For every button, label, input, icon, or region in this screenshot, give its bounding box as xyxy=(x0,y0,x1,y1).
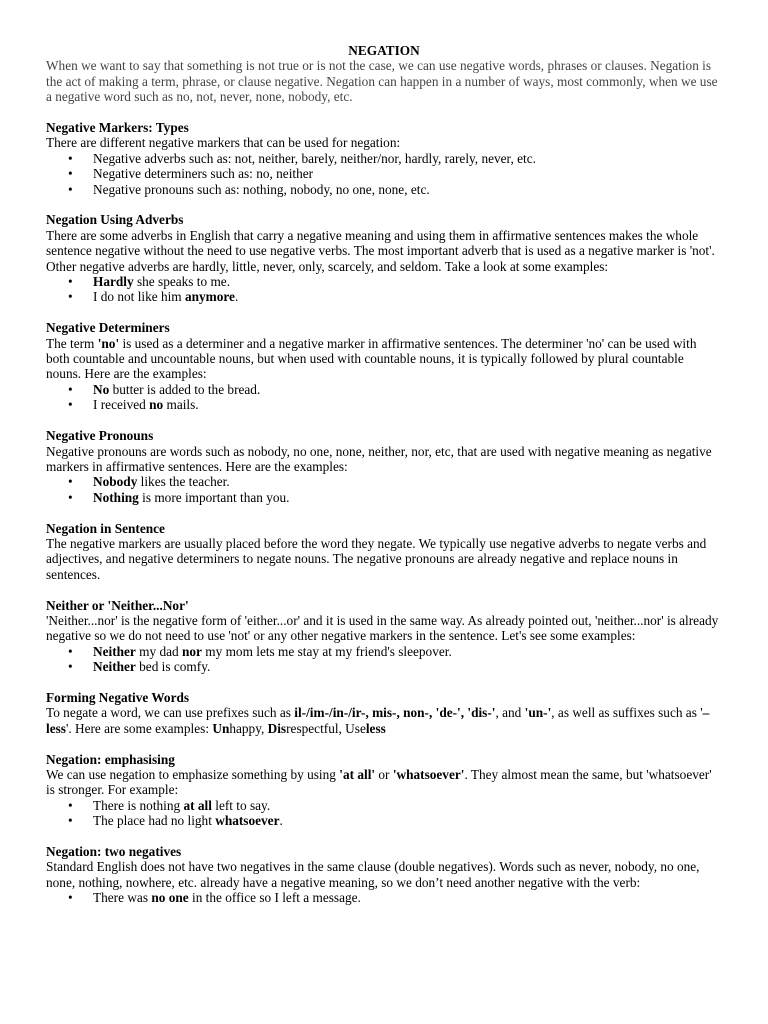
list-item: • There is nothing at all left to say. xyxy=(68,797,271,813)
bullet-list xyxy=(46,474,722,505)
section-heading: Negative Pronouns xyxy=(46,428,154,444)
list-item: • I do not like him anymore. xyxy=(68,289,239,305)
section-negation-adverbs xyxy=(46,212,722,304)
bullet-icon: • xyxy=(68,643,73,659)
bullet-icon: • xyxy=(68,289,73,305)
list-item: • The place had no light whatsoever. xyxy=(68,813,283,829)
bullet-icon: • xyxy=(68,659,73,675)
bullet-list xyxy=(46,274,722,305)
list-item: • No butter is added to the bread. xyxy=(68,381,261,397)
section-paragraph: There are some adverbs in English that carry a negative meaning and using them in affirmative sentences makes the whole sentence negative without the need to use negative verbs. The most important adverb that is used as a negative marker is 'not'. Other negative adverbs are hardly, little, never, only, scarcely, and seldom. Take a look at some examples: xyxy=(46,227,715,274)
list-item: • Neither my dad nor my mom lets me stay at my friend's sleepover. xyxy=(68,643,452,659)
section-heading: Negation: two negatives xyxy=(46,843,182,859)
section-paragraph: There are different negative markers that can be used for negation: xyxy=(46,135,401,151)
section-negative-pronouns xyxy=(46,428,722,505)
section-heading: Negation Using Adverbs xyxy=(46,212,184,228)
section-two-negatives xyxy=(46,844,722,906)
section-heading: Negative Determiners xyxy=(46,320,170,336)
section-heading: Negation in Sentence xyxy=(46,520,165,536)
bullet-icon: • xyxy=(68,489,73,505)
list-item: • Nobody likes the teacher. xyxy=(68,474,230,490)
bullet-icon: • xyxy=(68,890,73,906)
section-heading: Neither or 'Neither...Nor' xyxy=(46,597,189,613)
section-neither-nor xyxy=(46,598,722,675)
list-item: • Negative pronouns such as: nothing, nobody, no one, none, etc. xyxy=(68,181,430,197)
section-paragraph: 'Neither...nor' is the negative form of 'either...or' and it is used in the same way. As already pointed out, 'neither...nor' is already negative so we do not need to use 'not' or any other negative markers in the sentence. Let's see some examples: xyxy=(46,612,719,644)
section-negative-markers xyxy=(46,120,722,197)
bullet-icon: • xyxy=(68,397,73,413)
section-negation-sentence xyxy=(46,521,722,583)
bullet-icon: • xyxy=(68,181,73,197)
list-item: • Negative determiners such as: no, neither xyxy=(68,166,314,182)
bullet-icon: • xyxy=(68,474,73,490)
intro-paragraph: When we want to say that something is not true or is not the case, we can use negative words, phrases or clauses. Negation is the act of making a term, phrase, or clause negative. Negation can happen in a number of ways, most commonly, when we use a negative word such as no, not, never, none, nobody, etc. xyxy=(46,58,718,105)
section-paragraph: The negative markers are usually placed before the word they negate. We typically use negative adverbs to negate verbs and adjectives, and negative determiners to negate nouns. The negative pronouns are already negative and replace nouns in sentences. xyxy=(46,535,707,582)
section-paragraph: Standard English does not have two negatives in the same clause (double negatives). Words such as never, nobody, no one, none, nothing, nowhere, etc. already have a negative meaning, so we don’t need another negative with the verb: xyxy=(46,859,700,890)
bullet-list xyxy=(46,382,722,413)
bullet-list xyxy=(46,798,722,829)
document-page xyxy=(46,43,722,906)
list-item: • There was no one in the office so I left a message. xyxy=(68,890,361,906)
section-paragraph: To negate a word, we can use prefixes such as il-/im-/in-/ir-, mis-, non-, 'de-', 'dis-', and 'un-', as well as suffixes such as '–less'. Here are some examples: Unhappy, Disrespectful, Useless xyxy=(46,705,710,736)
section-negative-determiners xyxy=(46,320,722,412)
bullet-icon: • xyxy=(68,150,73,166)
bullet-icon: • xyxy=(68,166,73,182)
bullet-list xyxy=(46,151,722,197)
bullet-list xyxy=(46,890,722,905)
section-paragraph: We can use negation to emphasize something by using 'at all' or 'whatsoever'. They almost mean the same, but 'whatsoever' is stronger. For example: xyxy=(46,766,712,798)
bullet-icon: • xyxy=(68,381,73,397)
section-heading: Negation: emphasising xyxy=(46,751,175,767)
list-item: • I received no mails. xyxy=(68,397,199,413)
bullet-icon: • xyxy=(68,274,73,290)
list-item: • Hardly she speaks to me. xyxy=(68,274,231,290)
bullet-icon: • xyxy=(68,797,73,813)
section-forming-negative-words xyxy=(46,690,722,736)
bullet-list xyxy=(46,644,722,675)
list-item: • Negative adverbs such as: not, neither, barely, neither/nor, hardly, rarely, never, etc. xyxy=(68,150,536,166)
list-item: • Nothing is more important than you. xyxy=(68,489,290,505)
section-paragraph: Negative pronouns are words such as nobody, no one, none, neither, nor, etc, that are used with negative meaning as negative markers in affirmative sentences. Here are the examples: xyxy=(46,443,712,474)
section-paragraph: The term 'no' is used as a determiner and a negative marker in affirmative sentences. The determiner 'no' can be used with both countable and uncountable nouns, but when used with countable nouns, it is typically followed by plural countable nouns. Here are the examples: xyxy=(46,335,697,382)
section-negation-emphasising xyxy=(46,752,722,829)
document-title: NEGATION xyxy=(348,43,420,58)
list-item: • Neither bed is comfy. xyxy=(68,659,211,675)
section-heading: Negative Markers: Types xyxy=(46,120,189,136)
bullet-icon: • xyxy=(68,813,73,829)
section-heading: Forming Negative Words xyxy=(46,689,190,705)
